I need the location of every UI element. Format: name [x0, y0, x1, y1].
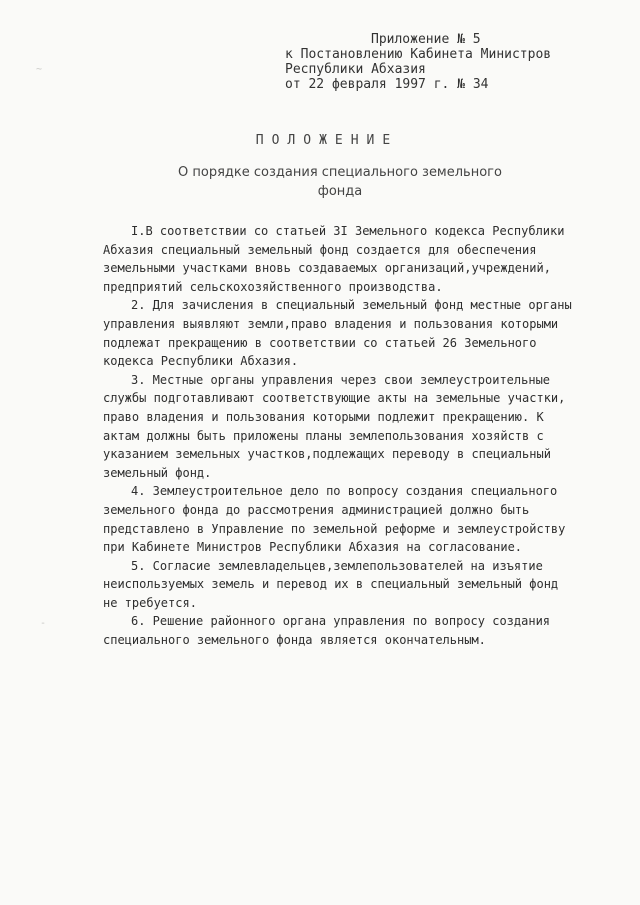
document-body	[103, 222, 623, 650]
document-subtitle	[140, 163, 540, 201]
subtitle-line: О порядке создания специального земельного	[178, 165, 502, 180]
text-line: управления выявляют земли,право владения и пользования которыми	[103, 316, 559, 331]
text-line: неиспользуемых земель и перевод их в специальный земельный фонд	[103, 577, 559, 592]
text-line: 6. Решение районного органа управления по вопросу создания	[131, 614, 551, 629]
text-line: право владения и пользования которыми подлежит прекращению. К	[103, 409, 544, 424]
text-line: предприятий сельскохозяйственного производства.	[103, 279, 443, 294]
appendix-line: от 22 февраля 1997 г. № 34	[285, 77, 489, 92]
text-line: службы подготавливают соответствующие акты на земельные участки,	[103, 391, 566, 406]
appendix-header	[285, 32, 615, 92]
paragraph-2	[103, 296, 623, 370]
text-line: специального земельного фонда является окончательным.	[103, 633, 486, 648]
appendix-line: к Постановлению Кабинета Министров	[285, 47, 552, 62]
text-line: кодекса Республики Абхазия.	[103, 354, 299, 369]
text-line: актам должны быть приложены планы землепользования хозяйств с	[103, 428, 544, 443]
text-line: 3. Местные органы управления через свои землеустроительные	[131, 372, 551, 387]
paragraph-6	[103, 612, 623, 649]
text-line: земельного фонда до рассмотрения администрацией должно быть	[103, 502, 530, 517]
margin-mark: ~	[36, 64, 43, 75]
appendix-line: Приложение № 5	[371, 32, 481, 47]
text-line: земельный фонд.	[103, 465, 212, 480]
appendix-line: Республики Абхазия	[285, 62, 426, 77]
text-line: представлено в Управление по земельной реформе и землеустройству	[103, 521, 566, 536]
text-line: 5. Согласие землевладельцев,землепользователей на изъятие	[131, 558, 543, 573]
text-line: не требуется.	[103, 595, 197, 610]
text-line: при Кабинете Министров Республики Абхазия на согласование.	[103, 540, 523, 555]
text-line: Абхазия специальный земельный фонд создается для обеспечения	[103, 242, 537, 257]
margin-mark: -	[40, 618, 47, 629]
paragraph-5	[103, 557, 623, 613]
subtitle-line: фонда	[317, 184, 363, 199]
paragraph-1	[103, 222, 623, 296]
text-line: подлежат прекращению в соответствии со статьей 26 Земельного	[103, 335, 537, 350]
text-line: земельными участками вновь создаваемых организаций,учреждений,	[103, 261, 551, 276]
text-line: 4. Землеустроительное дело по вопросу создания специального	[131, 484, 558, 499]
document-title: ПОЛОЖЕНИЕ	[255, 133, 399, 148]
paragraph-4	[103, 482, 623, 556]
text-line: указанием земельных участков,подлежащих переводу в специальный	[103, 447, 551, 462]
text-line: 2. Для зачисления в специальный земельный фонд местные органы	[131, 298, 572, 313]
text-line: I.В соответствии со статьей 3I Земельного кодекса Республики	[131, 224, 565, 238]
paragraph-3	[103, 371, 623, 483]
